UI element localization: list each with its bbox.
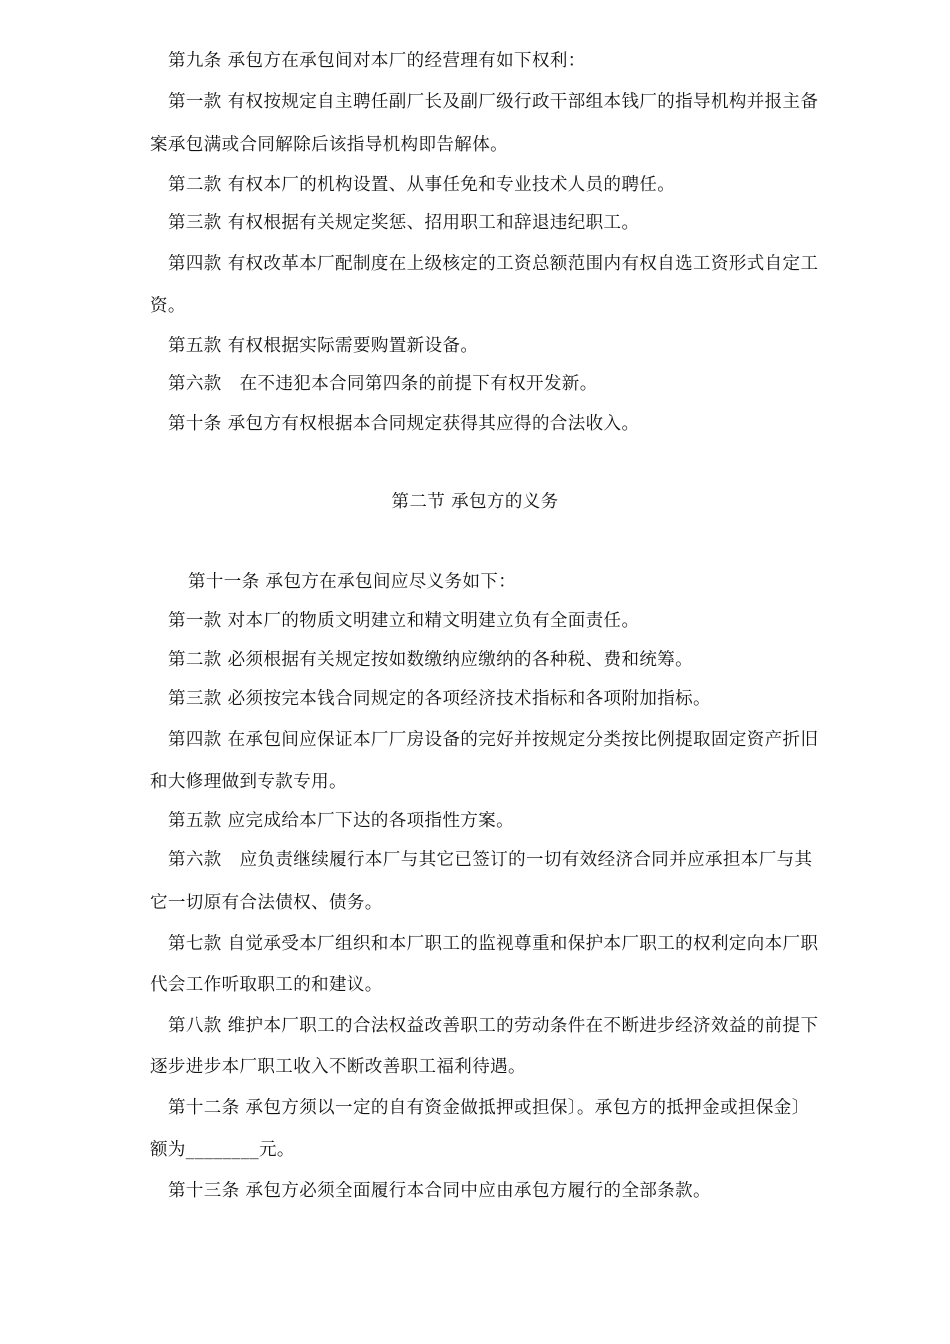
article-11-clause-5: 第五款 应完成给本厂下达的各项指性方案。 xyxy=(168,811,515,831)
article-11-clause-2: 第二款 必须根据有关规定按如数缴纳应缴纳的各种税、费和统筹。 xyxy=(168,650,694,670)
article-9-clause-3: 第三款 有权根据有关规定奖惩、招用职工和辞退违纪职工。 xyxy=(168,213,640,233)
article-11-clause-4: 第四款 在承包间应保证本厂厂房设备的完好并按规定分类按比例提取固定资产折旧 xyxy=(168,730,819,750)
article-12-cont: 额为________元。 xyxy=(150,1140,295,1160)
article-9-clause-4: 第四款 有权改革本厂配制度在上级核定的工资总额范围内有权自选工资形式自定工 xyxy=(168,254,819,274)
article-9-clause-1: 第一款 有权按规定自主聘任副厂长及副厂级行政干部组本钱厂的指导机构并报主备 xyxy=(168,92,819,112)
article-11-clause-3: 第三款 必须按完本钱合同规定的各项经济技术指标和各项附加指标。 xyxy=(168,689,711,709)
article-9-clause-1-cont: 案承包满或合同解除后该指导机构即告解体。 xyxy=(150,135,508,155)
article-11-clause-8-cont: 逐步进步本厂职工收入不断改善职工福利待遇。 xyxy=(150,1057,526,1077)
article-11-clause-4-cont: 和大修理做到专款专用。 xyxy=(150,772,347,792)
article-10: 第十条 承包方有权根据本合同规定获得其应得的合法收入。 xyxy=(168,414,640,434)
article-13: 第十三条 承包方必须全面履行本合同中应由承包方履行的全部条款。 xyxy=(168,1181,711,1201)
article-11-clause-7: 第七款 自觉承受本厂组织和本厂职工的监视尊重和保护本厂职工的权利定向本厂职 xyxy=(168,934,819,954)
article-12: 第十二条 承包方须以一定的自有资金做抵押或担保〕。承包方的抵押金或担保金〕 xyxy=(168,1098,810,1118)
article-11-clause-6-cont: 它一切原有合法债权、债务。 xyxy=(150,893,383,913)
article-9-clause-5: 第五款 有权根据实际需要购置新设备。 xyxy=(168,336,479,356)
article-9: 第九条 承包方在承包间对本厂的经营理有如下权利： xyxy=(168,51,586,71)
article-9-clause-4-cont: 资。 xyxy=(150,296,186,316)
article-9-clause-6: 第六款 在不违犯本合同第四条的前提下有权开发新。 xyxy=(168,374,598,394)
article-11-clause-6: 第六款 应负责继续履行本厂与其它已签订的一切有效经济合同并应承担本厂与其 xyxy=(168,850,813,870)
article-11-clause-1: 第一款 对本厂的物质文明建立和精文明建立负有全面责任。 xyxy=(168,611,640,631)
article-11-clause-8: 第八款 维护本厂职工的合法权益改善职工的劳动条件在不断进步经济效益的前提下 xyxy=(168,1016,819,1036)
article-11-clause-7-cont: 代会工作听取职工的和建议。 xyxy=(150,975,383,995)
section-heading: 第二节 承包方的义务 xyxy=(391,492,559,512)
article-9-clause-2: 第二款 有权本厂的机构设置、从事任免和专业技术人员的聘任。 xyxy=(168,175,676,195)
article-11: 第十一条 承包方在承包间应尽义务如下： xyxy=(188,572,517,592)
